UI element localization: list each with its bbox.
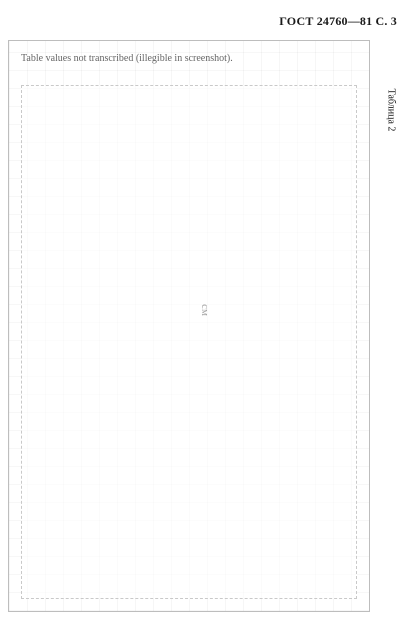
table-area <box>21 85 357 599</box>
header-text: ГОСТ 24760—81 С. 3 <box>279 14 397 28</box>
table-placeholder-note: Table values not transcribed (illegible in screenshot). <box>21 53 233 64</box>
table-caption <box>381 40 401 180</box>
document-header <box>279 14 397 29</box>
scanned-table-placeholder <box>8 40 370 612</box>
table-caption-text: Таблица 2 <box>385 88 397 132</box>
